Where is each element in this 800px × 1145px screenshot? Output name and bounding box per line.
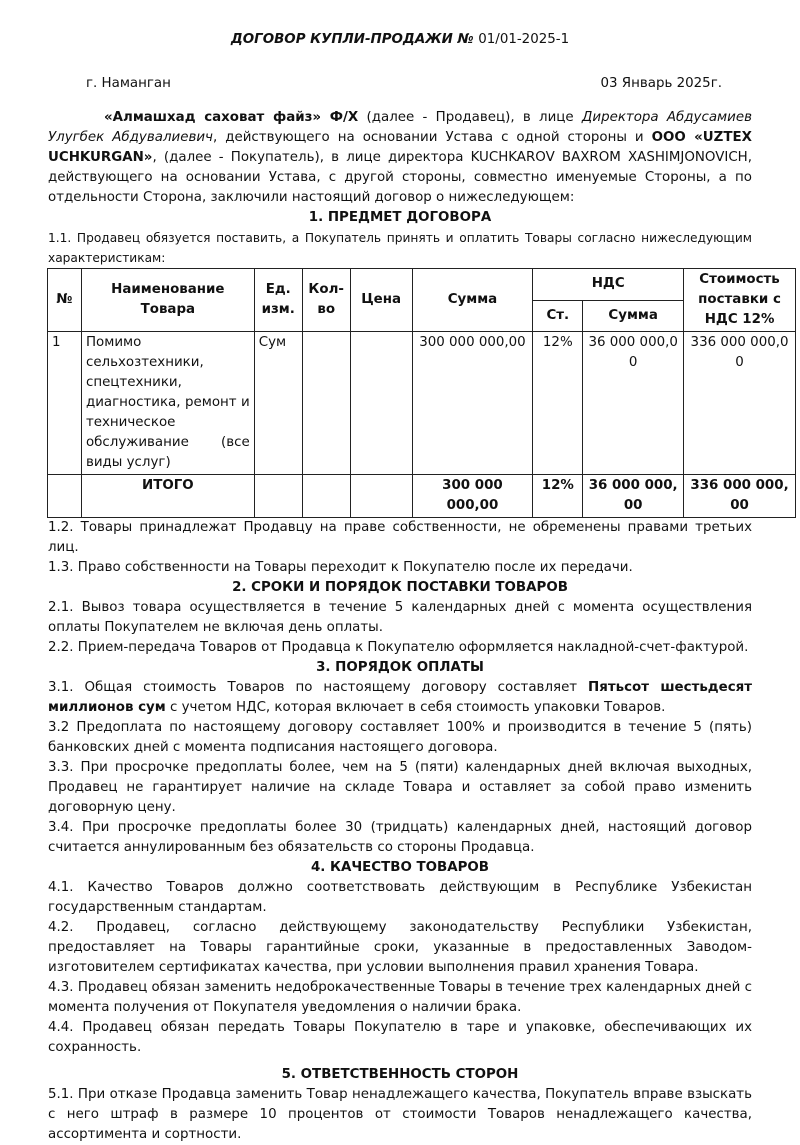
totals-vat-rate: 12% xyxy=(533,475,583,518)
intro-text-3: , (далее - Покупатель), в лице директора KUCHKAROV BAXROM XASHIMJONOVICH, действующего на основании Устава, с другой стороны, совместно именуемые Стороны, а по отдельности Сторона, заключили настоящий договор о нижеследующем: xyxy=(48,150,752,205)
table-header-row xyxy=(48,269,796,301)
col-header-unit: Ед. изм. xyxy=(254,269,302,332)
table-totals-row xyxy=(48,475,796,518)
clause-1-3: 1.3. Право собственности на Товары переходит к Покупателю после их передачи. xyxy=(48,560,633,575)
clause-3-3: 3.3. При просрочке предоплаты более, чем на 5 (пяти) календарных дней включая выходных, Продавец не гарантирует наличие на складе Товара и оставляет за собой право изменить договорную цену. xyxy=(48,760,752,815)
col-header-num: № xyxy=(48,269,82,332)
col-header-vat-sum: Сумма xyxy=(583,300,684,332)
totals-qty-cell xyxy=(302,475,350,518)
row-vat-sum: 36 000 000,00 xyxy=(583,332,684,475)
intro-text-2: , действующего на основании Устава с одной стороны и xyxy=(212,130,652,145)
row-sum: 300 000 000,00 xyxy=(412,332,533,475)
section-3-heading: 3. ПОРЯДОК ОПЛАТЫ xyxy=(316,660,484,675)
row-qty xyxy=(302,332,350,475)
totals-num-cell xyxy=(48,475,82,518)
clause-4-2: 4.2. Продавец, согласно действующему законодательству Республики Узбекистан, предоставляет на Товары гарантийные сроки, указанные в предоставленных Заводом-изготовителем сертификатах качества, при условии выполнения правил хранения Товара. xyxy=(48,920,752,975)
clause-5-1: 5.1. При отказе Продавца заменить Товар ненадлежащего качества, Покупатель вправе взыскать с него штраф в размере 10 процентов от стоимости Товаров ненадлежащего качества, ассортимента и сортности. xyxy=(48,1087,752,1142)
seller-name: «Алмашхад саховат файз» Ф/Х xyxy=(104,110,359,125)
clause-3-1 xyxy=(48,678,752,718)
row-unit: Сум xyxy=(254,332,302,475)
clause-4-3: 4.3. Продавец обязан заменить недоброкачественные Товары в течение трех календарных дней с момента получения от Покупателя уведомления о наличии брака. xyxy=(48,980,752,1015)
intro-text-1: (далее - Продавец), в лице xyxy=(358,110,582,125)
totals-sum: 300 000 000,00 xyxy=(412,475,533,518)
section-4-heading: 4. КАЧЕСТВО ТОВАРОВ xyxy=(310,860,490,875)
table-row xyxy=(48,332,796,475)
clause-1-1: 1.1. Продавец обязуется поставить, а Покупатель принять и оплатить Товары согласно нижеследующим характеристикам: xyxy=(48,231,752,265)
seller-representative: Директора Абдусамиев Улугбек Абдувалиевич xyxy=(48,110,752,145)
clause-2-2: 2.2. Прием-передача Товаров от Продавца к Покупателю оформляется накладной-счет-фактурой. xyxy=(48,640,749,655)
totals-label: ИТОГО xyxy=(81,475,254,518)
section-5-heading: 5. ОТВЕТСТВЕННОСТЬ СТОРОН xyxy=(281,1067,519,1082)
totals-vat-sum: 36 000 000,00 xyxy=(583,475,684,518)
buyer-name: ООО «UZTEX UCHKURGAN» xyxy=(48,130,752,165)
row-vat-rate: 12% xyxy=(533,332,583,475)
row-name: Помимо сельхозтехники, спецтехники, диагностика, ремонт и техническое обслуживание (все виды услуг) xyxy=(81,332,254,475)
contract-date: 03 Январь 2025г. xyxy=(600,76,722,91)
col-header-vat: НДС xyxy=(533,269,684,301)
city-date-line xyxy=(48,74,752,94)
col-header-total: Стоимость поставки с НДС 12% xyxy=(684,269,796,332)
clause-4-1: 4.1. Качество Товаров должно соответствовать действующим в Республике Узбекистан государственным стандартам. xyxy=(48,880,752,915)
row-total: 336 000 000,00 xyxy=(684,332,796,475)
totals-total: 336 000 000,00 xyxy=(684,475,796,518)
intro-paragraph xyxy=(48,108,752,208)
clause-3-4: 3.4. При просрочке предоплаты более 30 (тридцать) календарных дней, настоящий договор считается аннулированным без обязательств со стороны Продавца. xyxy=(48,820,752,855)
row-price xyxy=(350,332,412,475)
goods-table xyxy=(47,268,796,518)
col-header-price: Цена xyxy=(350,269,412,332)
clause-3-1-text-c: с учетом НДС, которая включает в себя стоимость упаковки Товаров. xyxy=(165,700,666,715)
contract-title-text: ДОГОВОР КУПЛИ-ПРОДАЖИ № xyxy=(230,32,474,47)
clause-1-2: 1.2. Товары принадлежат Продавцу на праве собственности, не обременены правами третьих лиц. xyxy=(48,520,752,555)
contract-title xyxy=(48,30,752,50)
col-header-sum: Сумма xyxy=(412,269,533,332)
clause-2-1: 2.1. Вывоз товара осуществляется в течение 5 календарных дней с момента осуществления оплаты Покупателем не включая день оплаты. xyxy=(48,600,752,635)
section-2-heading: 2. СРОКИ И ПОРЯДОК ПОСТАВКИ ТОВАРОВ xyxy=(232,580,568,595)
clause-3-2: 3.2 Предоплата по настоящему договору составляет 100% и производится в течение 5 (пять) банковских дней с момента подписания настоящего договора. xyxy=(48,720,752,755)
totals-unit-cell xyxy=(254,475,302,518)
clause-3-1-text-a: 3.1. Общая стоимость Товаров по настоящему договору составляет xyxy=(48,680,589,695)
col-header-qty: Кол-во xyxy=(302,269,350,332)
spacer xyxy=(48,1058,752,1065)
col-header-vat-rate: Ст. xyxy=(533,300,583,332)
contract-number: 01/01-2025-1 xyxy=(478,32,570,47)
section-1-heading: 1. ПРЕДМЕТ ДОГОВОРА xyxy=(308,210,492,225)
clause-4-4: 4.4. Продавец обязан передать Товары Покупателю в таре и упаковке, обеспечивающих их сохранность. xyxy=(48,1020,752,1055)
totals-price-cell xyxy=(350,475,412,518)
col-header-name: Наименование Товара xyxy=(81,269,254,332)
clause-3-1-amount-words: Пятьсот шестьдесят миллионов сум xyxy=(48,680,752,715)
contract-city: г. Наманган xyxy=(86,76,171,91)
row-num: 1 xyxy=(48,332,82,475)
